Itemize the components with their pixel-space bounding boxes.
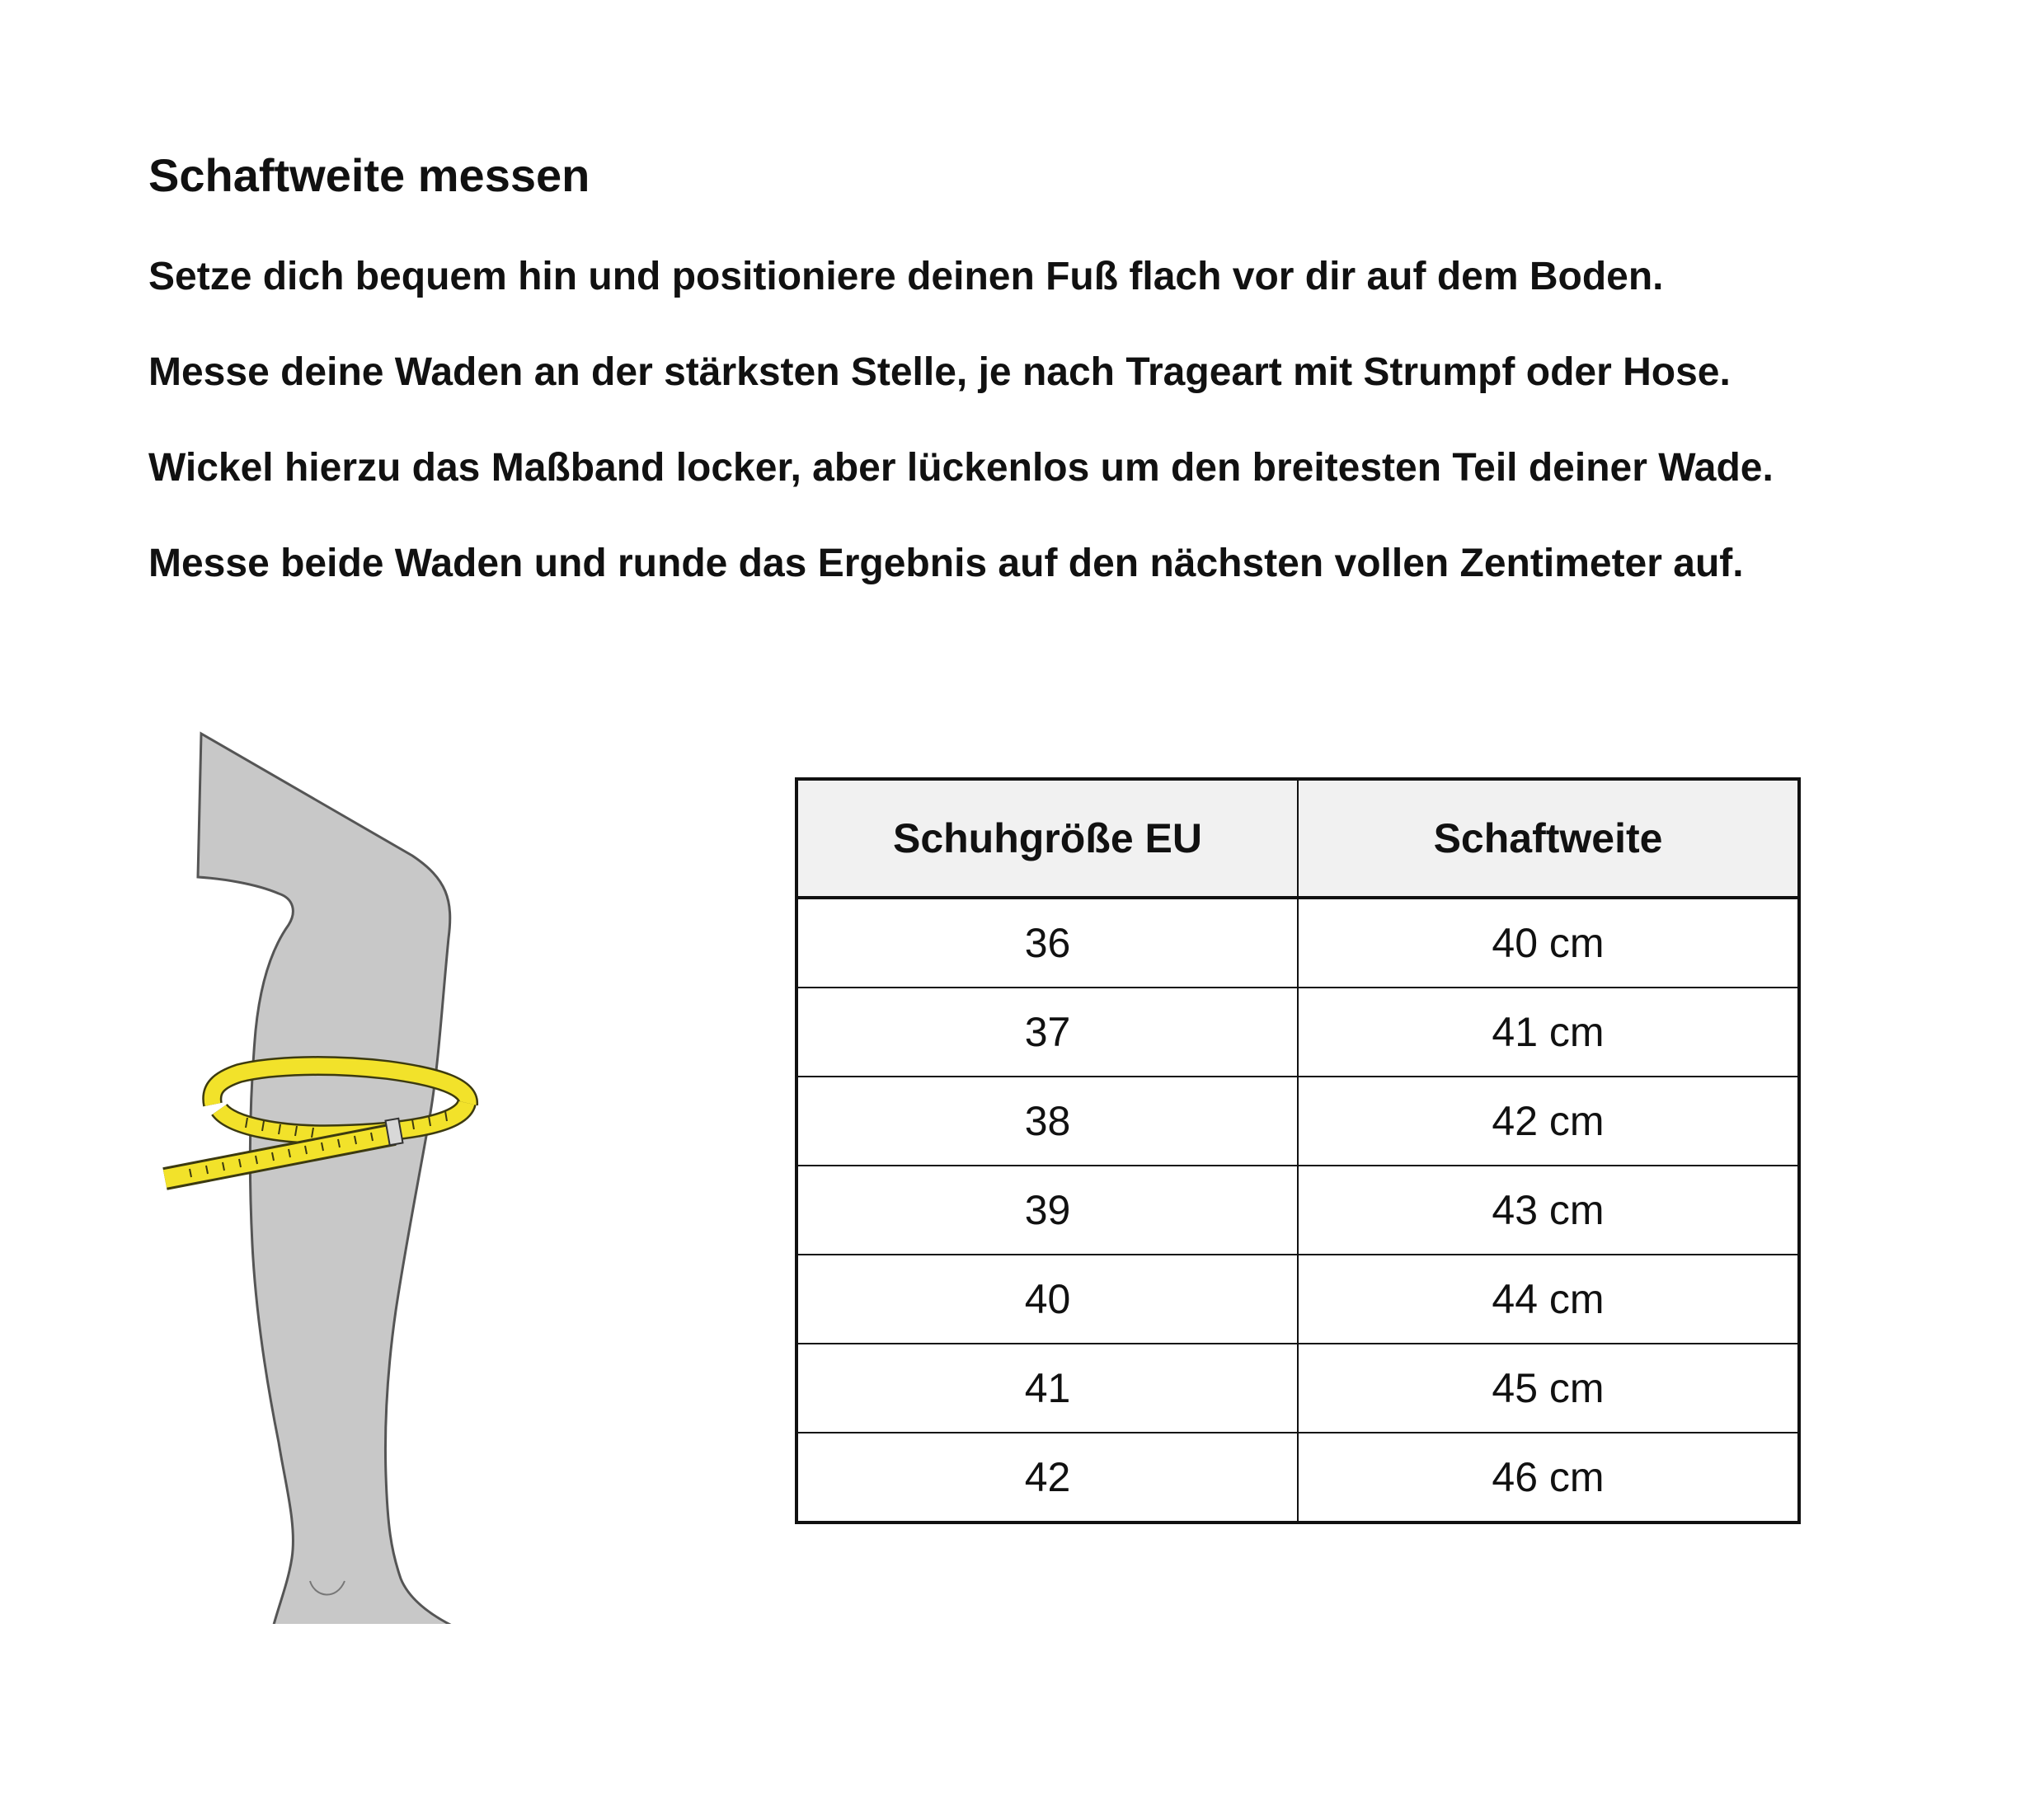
table-row: [796, 988, 1799, 1077]
instruction-sit: Setze dich bequem hin und positioniere deinen Fuß flach vor dir auf dem Boden.: [148, 255, 1664, 298]
table-row: [796, 1433, 1799, 1523]
table-row: [796, 1344, 1799, 1433]
instruction-round-up: Messe beide Waden und runde das Ergebnis auf den nächsten vollen Zentimeter auf.: [148, 542, 1744, 585]
leg-shape: [198, 734, 637, 1624]
cell-shoe-size: 39: [796, 1166, 1298, 1255]
cell-shaft-width: 42 cm: [1298, 1077, 1799, 1166]
cell-shoe-size: 40: [796, 1255, 1298, 1344]
cell-shaft-width: 43 cm: [1298, 1166, 1799, 1255]
header-shaft-width: Schaftweite: [1298, 779, 1799, 898]
cell-shaft-width: 45 cm: [1298, 1344, 1799, 1433]
cell-shaft-width: 41 cm: [1298, 988, 1799, 1077]
cell-shoe-size: 42: [796, 1433, 1298, 1523]
size-table: [795, 777, 1801, 1524]
cell-shaft-width: 40 cm: [1298, 898, 1799, 988]
leg-with-measuring-tape-icon: [140, 717, 651, 1624]
instruction-wrap-tape: Wickel hierzu das Maßband locker, aber lückenlos um den breitesten Teil deiner Wade.: [148, 446, 1774, 490]
cell-shoe-size: 37: [796, 988, 1298, 1077]
cell-shaft-width: 46 cm: [1298, 1433, 1799, 1523]
instruction-measure-calf: Messe deine Waden an der stärksten Stelle, je nach Trageart mit Strumpf oder Hose.: [148, 350, 1731, 394]
cell-shoe-size: 36: [796, 898, 1298, 988]
cell-shoe-size: 41: [796, 1344, 1298, 1433]
table-row: [796, 1255, 1799, 1344]
cell-shaft-width: 44 cm: [1298, 1255, 1799, 1344]
page-title: Schaftweite messen: [148, 149, 590, 201]
header-shoe-size: Schuhgröße EU: [796, 779, 1298, 898]
cell-shoe-size: 38: [796, 1077, 1298, 1166]
table-row: [796, 898, 1799, 988]
table-header-row: [796, 779, 1799, 898]
table-row: [796, 1077, 1799, 1166]
table-row: [796, 1166, 1799, 1255]
